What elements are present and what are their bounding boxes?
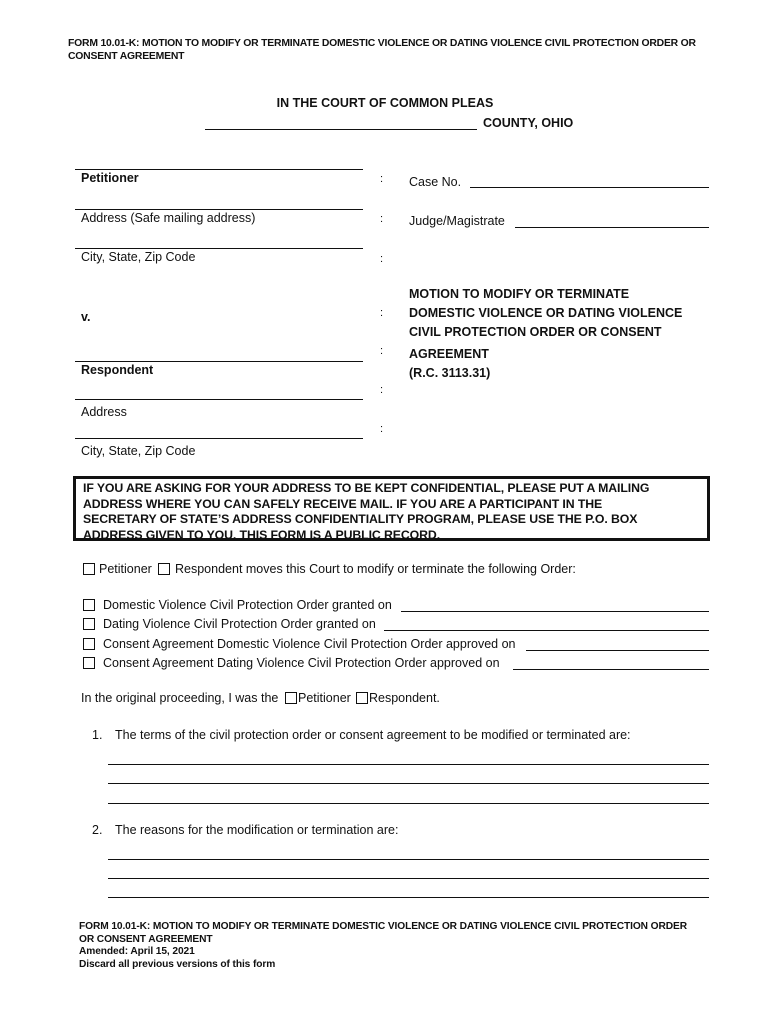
petitioner-address-field[interactable] [75,209,363,210]
versus-label: v. [81,310,91,324]
motion-title [409,285,682,383]
petitioner-label: Petitioner [81,171,139,185]
order-dv-cpo-label: Domestic Violence Civil Protection Order granted on [103,598,392,612]
caption-colon: : [380,384,384,396]
confidentiality-notice [73,476,710,541]
question-text: The reasons for the modification or termination are: [115,823,399,837]
answer-line[interactable] [108,878,709,879]
footer-line2: OR CONSENT AGREEMENT [79,933,213,945]
respondent-label: Respondent [81,363,154,377]
caption-colon: : [380,345,384,357]
petitioner-city-field[interactable] [75,248,363,249]
original-proceeding-label: In the original proceeding, I was the [81,691,279,705]
movant-respondent-label: Respondent moves this Court to modify or terminate the following Order: [175,562,576,576]
caption-colon: : [380,213,384,225]
answer-line[interactable] [108,803,709,804]
order-consent-dating-date-field[interactable] [513,669,709,670]
order-consent-dv-date-field[interactable] [526,650,709,651]
case-number-field[interactable] [470,187,709,188]
movant-respondent-checkbox[interactable] [158,563,170,575]
case-number-label: Case No. [409,175,462,189]
order-dv-cpo-date-field[interactable] [401,611,709,612]
order-consent-dv-label: Consent Agreement Domestic Violence Civil Protection Order approved on [103,637,516,651]
respondent-city-field[interactable] [75,438,363,439]
judge-field[interactable] [515,227,709,228]
order-dv-cpo-checkbox[interactable] [83,599,95,611]
form-header [68,37,718,63]
question-number: 1. [92,728,103,742]
original-petitioner-label: Petitioner [298,691,351,705]
motion-title-line: (R.C. 3113.31) [409,366,491,380]
county-name-field[interactable] [205,129,477,130]
caption-colon: : [380,307,384,319]
footer-line1: FORM 10.01-K: MOTION TO MODIFY OR TERMINATE DOMESTIC VIOLENCE OR DATING VIOLENCE CIVIL PROTECTION ORDER [79,921,687,932]
order-consent-dating-checkbox[interactable] [83,657,95,669]
county-label: COUNTY, OHIO [483,116,574,130]
answer-line[interactable] [108,859,709,860]
order-consent-dating-label: Consent Agreement Dating Violence Civil Protection Order approved on [103,656,500,670]
notice-line: IF YOU ARE ASKING FOR YOUR ADDRESS TO BE KEPT CONFIDENTIAL, PLEASE PUT A MAILING [83,481,650,495]
motion-title-line: AGREEMENT [409,347,489,361]
question-text: The terms of the civil protection order or consent agreement to be modified or terminated are: [115,728,631,742]
footer-discard: Discard all previous versions of this form [79,958,276,970]
original-petitioner-checkbox[interactable] [285,692,297,704]
movant-petitioner-checkbox[interactable] [83,563,95,575]
respondent-address-field[interactable] [75,399,363,400]
notice-line: ADDRESS GIVEN TO YOU. THIS FORM IS A PUBLIC RECORD. [83,527,441,542]
respondent-address-label: Address [81,405,127,419]
order-consent-dv-checkbox[interactable] [83,638,95,650]
respondent-city-label: City, State, Zip Code [81,444,196,458]
answer-line[interactable] [108,897,709,898]
original-respondent-checkbox[interactable] [356,692,368,704]
petitioner-address-label: Address (Safe mailing address) [81,211,256,225]
motion-title-line: MOTION TO MODIFY OR TERMINATE [409,287,630,301]
order-dating-cpo-date-field[interactable] [384,630,709,631]
court-name: IN THE COURT OF COMMON PLEAS [276,96,494,110]
petitioner-city-label: City, State, Zip Code [81,250,196,264]
notice-line: ADDRESS WHERE YOU CAN SAFELY RECEIVE MAIL. IF YOU ARE A PARTICIPANT IN THE [83,496,603,511]
form-header-line2: CONSENT AGREEMENT [68,51,185,62]
caption-colon: : [380,253,384,265]
original-respondent-label: Respondent. [369,691,440,705]
caption-colon: : [380,173,384,185]
movant-petitioner-label: Petitioner [99,562,152,576]
form-footer [79,921,719,971]
form-header-line1: FORM 10.01-K: MOTION TO MODIFY OR TERMINATE DOMESTIC VIOLENCE OR DATING VIOLENCE CIVIL PROTECTION ORDER OR [68,38,696,49]
answer-line[interactable] [108,764,709,765]
judge-label: Judge/Magistrate [409,214,505,228]
answer-line[interactable] [108,783,709,784]
caption-colon: : [380,423,384,435]
footer-amended: Amended: April 15, 2021 [79,946,195,957]
order-dating-cpo-checkbox[interactable] [83,618,95,630]
motion-title-line: CIVIL PROTECTION ORDER OR CONSENT [409,325,662,339]
respondent-name-field[interactable] [75,361,363,362]
question-number: 2. [92,823,103,837]
motion-title-line: DOMESTIC VIOLENCE OR DATING VIOLENCE [409,306,683,320]
notice-line: SECRETARY OF STATE’S ADDRESS CONFIDENTIALITY PROGRAM, PLEASE USE THE P.O. BOX [83,512,638,526]
petitioner-name-field[interactable] [75,169,363,170]
order-dating-cpo-label: Dating Violence Civil Protection Order granted on [103,617,376,631]
